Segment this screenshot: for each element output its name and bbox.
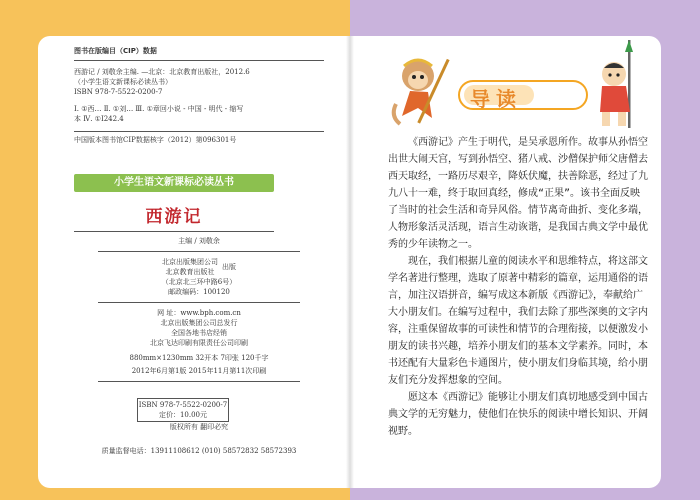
guide-body xyxy=(388,134,650,440)
publisher-address: （北京北三环中路6号） xyxy=(161,278,237,286)
book-title: 西游记 xyxy=(145,206,203,227)
printer: 北京飞达印刷有限责任公司印刷 xyxy=(150,339,248,347)
distributor: 北京出版集团公司总发行 xyxy=(160,319,238,327)
cip-line: 中国版本图书馆CIP数据核字（2012）第096301号 xyxy=(74,136,237,144)
divider xyxy=(98,302,300,303)
isbn-box xyxy=(137,398,229,422)
cip-line: 西游记 / 刘敬余主编. —北京：北京教育出版社，2012.6 xyxy=(74,68,250,76)
quality-phone: 质量监督电话：13911108612 (010) 58572832 58572393 xyxy=(101,447,297,455)
divider xyxy=(74,231,274,232)
series-title-bar: 小学生语文新课标必读丛书 xyxy=(74,174,274,192)
editor-line: 主编 / 刘敬余 xyxy=(178,237,220,245)
postcode: 邮政编码：100120 xyxy=(168,288,230,296)
price: 定价：10.00元 xyxy=(158,411,208,419)
divider xyxy=(98,251,300,252)
sellers: 全国各地书店经销 xyxy=(171,329,227,337)
divider xyxy=(98,381,300,382)
cip-line: （小学生语文新课标必读丛书） xyxy=(74,78,172,86)
guide-paragraph: 愿这本《西游记》能够让小朋友们真切地感受到中国古典文学的无穷魅力，使他们在快乐的阅读中增长知识、开阔视野。 xyxy=(388,392,648,437)
publisher-group: 北京出版集团公司 xyxy=(162,258,218,266)
divider xyxy=(74,131,324,132)
publisher-chuban: 出版 xyxy=(222,263,236,271)
book-title-box xyxy=(74,200,274,228)
guide-heading-banner xyxy=(458,80,588,110)
cip-header: 图书在版编目（CIP）数据 xyxy=(74,46,324,61)
publisher-block xyxy=(74,236,324,348)
cip-line: ISBN 978-7-5522-0200-7 xyxy=(74,88,163,96)
cip-block xyxy=(74,46,324,145)
boy-with-spear-illustration xyxy=(590,40,646,132)
cip-spacer xyxy=(74,97,324,104)
publisher-stack xyxy=(74,257,324,277)
isbn: ISBN 978-7-5522-0200-7 xyxy=(138,401,228,409)
book-spine xyxy=(346,36,354,488)
guide-heading: 导读 xyxy=(470,87,522,111)
cip-line: Ⅰ. ①西… Ⅱ. ①刘… Ⅲ. ①章回小说 - 中国 - 明代 - 缩写 xyxy=(74,105,244,113)
edition-line: 2012年6月第1版 2015年11月第11次印刷 xyxy=(131,367,267,375)
publisher-press: 北京教育出版社 xyxy=(165,268,215,276)
guide-paragraph: 《西游记》产生于明代，是吴承恩所作。故事从孙悟空出世大闹天宫，写到孙悟空、猪八戒、沙僧保护师父唐僧去西天取经，一路历尽艰辛，降妖伏魔，扶善除恶，经过了九九八十一难，终于取回真经，修成“正果”。该书全面反映了当时的社会生活和奇异风俗。情节离奇曲折、变化多端，人物形象活灵活现，语言生动诙谐，是我国古典文学中最优秀的少年读物之一。 xyxy=(388,137,648,250)
guide-paragraph: 现在，我们根据儿童的阅读水平和思维特点，将这部文学名著进行整理，选取了原著中精彩的篇章，运用通俗的语言，加注汉语拼音，编写成这本新版《西游记》，奉献给广大小朋友们。在编写过程中，我们去除了那些深奥的文字内容，注重保留故事的可读性和情节的合理衔接，以便激发小朋友的读书兴趣，培养小朋友们的基本文学素养。同时，本书还配有大量彩色卡通图片，使小朋友们身临其境，给小朋友们充分发挥想象的空间。 xyxy=(388,256,648,386)
website: 网 址：www.bph.com.cn xyxy=(157,309,241,317)
cip-line: 本 Ⅳ. ①I242.4 xyxy=(74,115,124,123)
rights-notice: 版权所有 翻印必究 xyxy=(169,423,229,431)
specs-block xyxy=(74,352,324,385)
format-line: 880mm×1230mm 32开本 7印张 120千字 xyxy=(129,354,269,362)
monkey-king-illustration xyxy=(388,46,458,130)
